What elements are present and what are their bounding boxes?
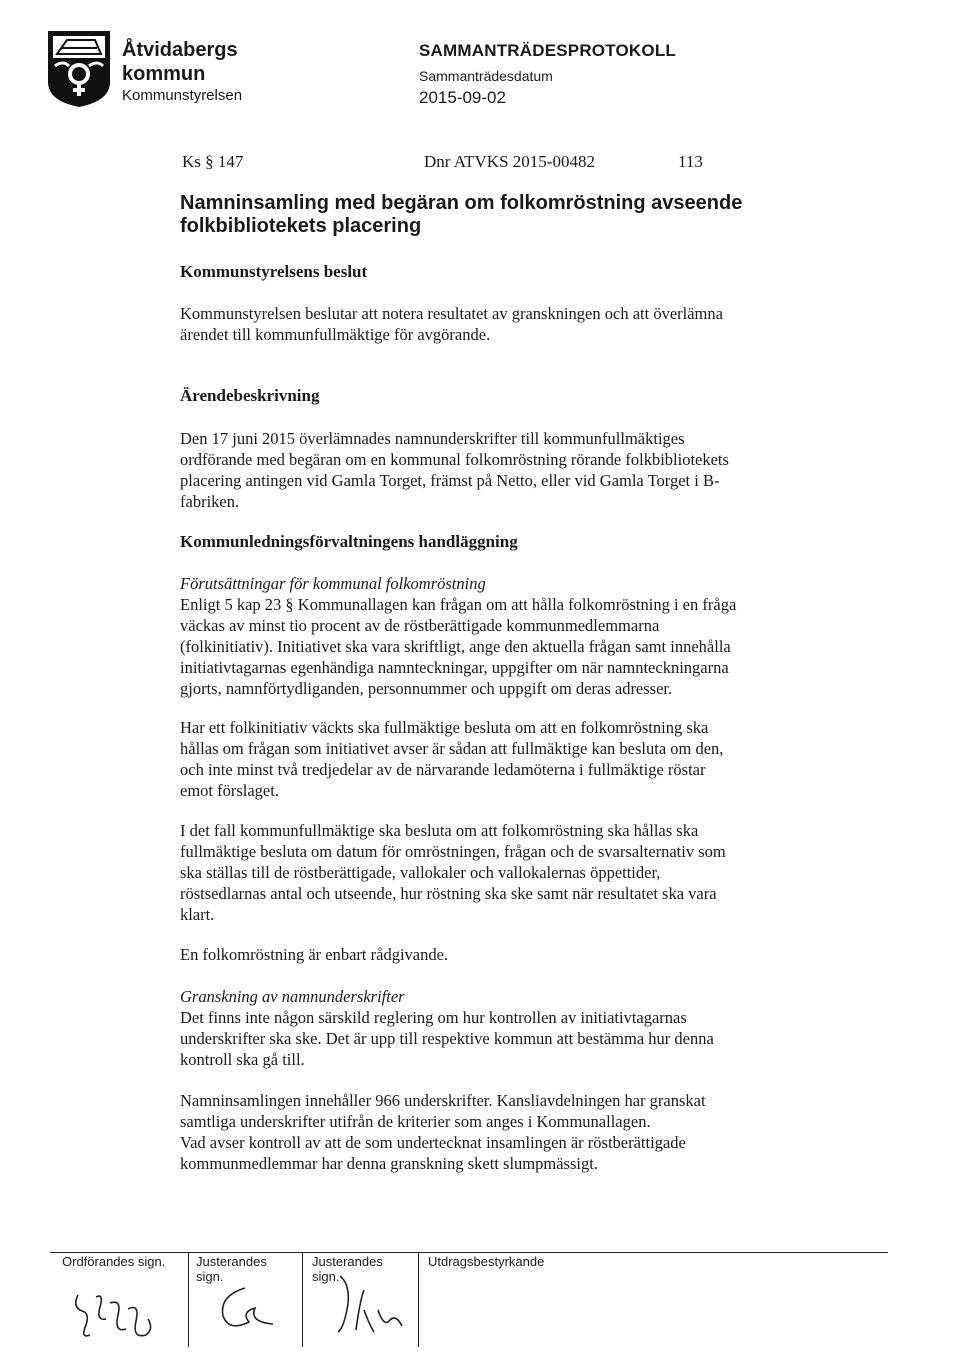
text-line: kommunmedlemmar har denna granskning skett slumpmässigt. [180,1154,598,1173]
handwritten-initials-ordforande [70,1285,160,1345]
page-number: 113 [678,152,703,171]
page-title [180,192,800,238]
footer-divider [50,1252,888,1253]
text-line: ska ställas till de röstberättigade, vallokaler och vallokalernas öppettider, [180,863,661,882]
text-line: Kommunstyrelsen beslutar att notera resultatet av granskningen och att överlämna [180,304,723,323]
document-type: SAMMANTRÄDESPROTOKOLL [419,41,676,60]
case-dnr: Dnr ATVKS 2015-00482 [424,152,595,171]
org-name-line2: kommun [122,63,206,85]
text-line: samtliga underskrifter utifrån de kriterier som anges i Kommunallagen. [180,1112,651,1131]
text-line: Det finns inte någon särskild reglering om hur kontrollen av initiativtagarnas [180,1008,687,1027]
label-line: sign. [312,1269,340,1284]
text-line: och inte minst två tredjedelar av de närvarande ledamöterna i fullmäktige röstar [180,760,706,779]
case-paragraph: Ks § 147 [182,152,244,171]
text-line: Enligt 5 kap 23 § Kommunallagen kan frågan om att hålla folkomröstning i en fråga [180,595,737,614]
label-line: Justerandes [312,1254,383,1269]
date-label: Sammanträdesdatum [419,68,553,84]
footer-divider [188,1252,189,1347]
paragraph-1 [180,594,800,699]
paragraph-4 [180,944,800,965]
signature-label-ordforande: Ordförandes sign. [62,1254,166,1269]
text-line: ärendet till kommunfullmäktige för avgörande. [180,325,491,344]
footer-divider [302,1252,303,1347]
text-line: röstsedlarnas antal och utseende, hur röstning ska ske samt när resultatet ska vara [180,884,717,903]
paragraph-beslut [180,303,800,345]
text-line: ordförande med begäran om en kommunal folkomröstning rörande folkbibliotekets [180,450,729,469]
text-line: emot förslaget. [180,781,279,800]
handwritten-initials-justerande-1 [205,1282,285,1337]
text-line: (folkinitiativ). Initiativet ska vara skriftligt, ange den aktuella frågan samt innehålla [180,637,731,656]
section-heading-handlaggning: Kommunledningsförvaltningens handläggning [180,532,518,551]
text-line: initiativtagarnas egenhändiga namnteckningar, uppgifter om när namnteckningarna [180,658,729,677]
text-line: underskrifter ska ske. Det är upp till respektive kommun att bestämma hur denna [180,1029,714,1048]
paragraph-2 [180,717,800,801]
signature-label-utdrag: Utdragsbestyrkande [428,1254,545,1269]
text-line: klart. [180,905,215,924]
footer-divider [418,1252,419,1347]
text-line: Den 17 juni 2015 överlämnades namnunderskrifter till kommunfullmäktiges [180,429,685,448]
text-line: placering antingen vid Gamla Torget, främst på Netto, eller vid Gamla Torget i B- [180,471,720,490]
signature-label-justerande-1 [196,1254,267,1284]
text-line: En folkomröstning är enbart rådgivande. [180,945,449,964]
paragraph-5 [180,1007,800,1070]
text-line: väckas av minst tio procent av de röstberättigade kommunmedlemmarna [180,616,660,635]
org-name-line1: Åtvidabergs [122,39,238,61]
text-line: hållas om frågan som initiativet avser är sådan att fullmäktige kan besluta om den, [180,739,724,758]
text-line: gjorts, namnförtydliganden, personnummer och uppgift om deras adresser. [180,679,673,698]
paragraph-3 [180,820,800,925]
text-line: fabriken. [180,492,240,511]
title-line: folkbibliotekets placering [180,215,422,237]
title-line: Namninsamling med begäran om folkomröstning avseende [180,192,743,214]
text-line: Namninsamlingen innehåller 966 underskrifter. Kansliavdelningen har granskat [180,1091,706,1110]
section-heading-arende: Ärendebeskrivning [180,386,320,405]
subheading-granskning: Granskning av namnunderskrifter [180,987,405,1006]
coat-of-arms-icon [47,30,111,108]
text-line: Vad avser kontroll av att de som undertecknat insamlingen är röstberättigade [180,1133,686,1152]
text-line: fullmäktige besluta om datum för omröstningen, frågan och de svarsalternativ som [180,842,726,861]
label-line: sign. [196,1269,224,1284]
org-unit: Kommunstyrelsen [122,87,243,104]
paragraph-arende [180,428,800,512]
paragraph-6 [180,1090,800,1174]
meeting-date: 2015-09-02 [419,88,506,107]
label-line: Justerandes [196,1254,267,1269]
subheading-forutsattningar: Förutsättningar för kommunal folkomröstning [180,574,486,593]
text-line: kontroll ska gå till. [180,1050,305,1069]
section-heading-beslut: Kommunstyrelsens beslut [180,262,368,281]
handwritten-initials-justerande-2 [330,1270,410,1340]
text-line: I det fall kommunfullmäktige ska besluta om att folkomröstning ska hållas ska [180,821,699,840]
text-line: Har ett folkinitiativ väckts ska fullmäktige besluta om att en folkomröstning ska [180,718,709,737]
